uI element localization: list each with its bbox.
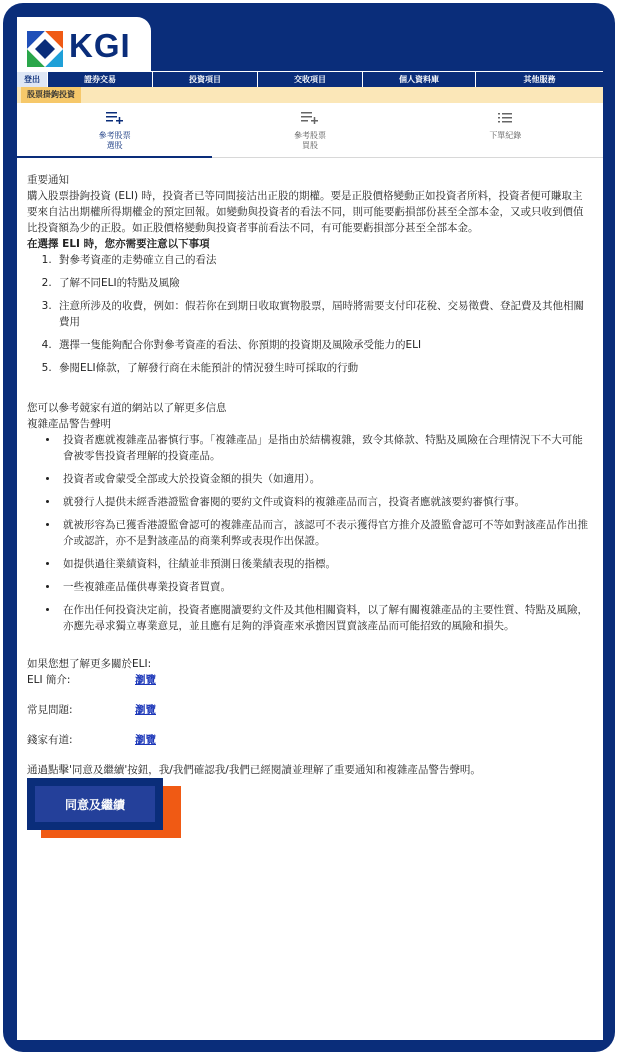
link-label: 常見問題:: [27, 704, 73, 716]
link-row-faq: [27, 702, 591, 718]
tab-select-stock[interactable]: [17, 103, 212, 157]
brand-name: KGI: [69, 27, 131, 64]
brand-bar: [17, 17, 603, 71]
browse-link[interactable]: 瀏覽: [135, 734, 156, 746]
list-item: • 一些複雜產品僅供專業投資者買賣。: [59, 579, 591, 595]
link-row-money-smart: [27, 732, 591, 748]
nav-investment-items[interactable]: 投資項目: [152, 72, 257, 87]
considerations-list: [27, 252, 591, 376]
list-item: 2. 了解不同ELI的特點及風險: [55, 275, 591, 291]
browse-link[interactable]: 瀏覽: [135, 704, 156, 716]
list-item: 4. 選擇一隻能夠配合你對參考資產的看法、你預期的投資期及風險承受能力的ELI: [55, 337, 591, 353]
considerations-title: 在選擇 ELI 時，您亦需要注意以下事項: [27, 238, 210, 250]
agree-continue-label: 同意及繼續: [35, 786, 155, 822]
list-item: • 在作出任何投資決定前，投資者應閱讀要約文件及其他相關資料，以了解有關複雜產品的主要性質、特點及風險，亦應先尋求獨立專業意見，並且應有足夠的淨資產來承擔因買賣該產品而可能招致的風險和損失。: [59, 602, 591, 634]
device-frame: [3, 3, 615, 1052]
list-item: 1. 對參考資產的走勢確立自己的看法: [55, 252, 591, 268]
list-item: 5. 參閱ELI條款，了解發行商在未能預計的情況發生時可採取的行動: [55, 360, 591, 376]
tab-buy-stock[interactable]: [212, 103, 407, 157]
notice-heading: 重要通知: [27, 174, 69, 186]
link-label: ELI 簡介:: [27, 674, 71, 686]
page-container: [17, 17, 603, 1040]
step-label: 參考股票 買股: [293, 131, 326, 150]
main-content: [17, 158, 603, 838]
list-item: • 就發行人提供未經香港證監會審閱的要約文件或資料的複雜產品而言，投資者應就該要約審慎行事。: [59, 494, 591, 510]
warning-list: [27, 432, 591, 634]
nav-other-services[interactable]: 其他服務: [475, 72, 603, 87]
website-note: 您可以參考競家有道的網站以了解更多信息: [27, 402, 227, 414]
nav-securities-trading[interactable]: 證券交易: [47, 72, 152, 87]
link-label: 錢家有道:: [27, 734, 73, 746]
list-add-icon: [301, 111, 319, 125]
list-item: • 就被形容為已獲香港證監會認可的複雜產品而言，該認可不表示獲得官方推介及證監會認可不等如對該產品作出推介或認許，亦不是對該產品的商業利弊或表現作出保證。: [59, 517, 591, 549]
browse-link[interactable]: 瀏覽: [135, 674, 156, 686]
step-label: 下單紀錄: [489, 131, 522, 140]
agree-button-wrap: [27, 778, 177, 838]
warning-title: 複雜產品警告聲明: [27, 418, 111, 430]
link-row-eli-intro: [27, 672, 591, 688]
tab-order-records[interactable]: [408, 103, 603, 157]
agree-continue-button[interactable]: [27, 778, 163, 830]
list-icon: [496, 111, 514, 125]
logout-button[interactable]: 登出: [17, 72, 47, 87]
nav-settlement[interactable]: 交收項目: [257, 72, 362, 87]
main-nav: [17, 71, 603, 87]
list-item: 3. 注意所涉及的收費，例如：假若你在到期日收取實物股票，屆時將需要支付印花稅、交易徵費、登記費及其他相關費用: [55, 298, 591, 330]
step-label: 參考股票 選股: [98, 131, 131, 150]
list-add-icon: [106, 111, 124, 125]
sub-nav: [17, 87, 603, 103]
kgi-logo-icon: [27, 31, 63, 67]
list-item: • 投資者應就複雜產品審慎行事。「複雜產品」是指由於結構複雜，致令其條款、特點及風險在合理情況下不大可能會被零售投資者理解的投資產品。: [59, 432, 591, 464]
list-item: • 投資者或會蒙受全部或大於投資金額的損失（如適用）。: [59, 471, 591, 487]
logo: [17, 17, 151, 71]
nav-profile[interactable]: 個人資料庫: [362, 72, 475, 87]
tab-eli[interactable]: 股票掛鉤投資: [21, 87, 81, 103]
list-item: • 如提供過往業績資料，往績並非預測日後業績表現的指標。: [59, 556, 591, 572]
confirm-text: 通過點擊'同意及繼續'按鈕，我/我們確認我/我們已經閱讀並理解了重要通知和複雜產品警告聲明。: [27, 764, 481, 776]
more-info-title: 如果您想了解更多關於ELI:: [27, 658, 152, 670]
step-tabs: [17, 103, 603, 158]
notice-body: 購入股票掛鉤投資 (ELI) 時，投資者已等同間接沽出正股的期權。要是正股價格變動正如投資者所料，投資者便可賺取主要來自沽出期權所得期權金的預定回報。如變動與投資者的看法不同，則可能要虧損部份甚至全部本金，又或只收到價值比投資額為少的正股。如正股價格變動與投資者事前看法不同，有可能要虧損部分甚至全部本金。: [27, 190, 584, 234]
